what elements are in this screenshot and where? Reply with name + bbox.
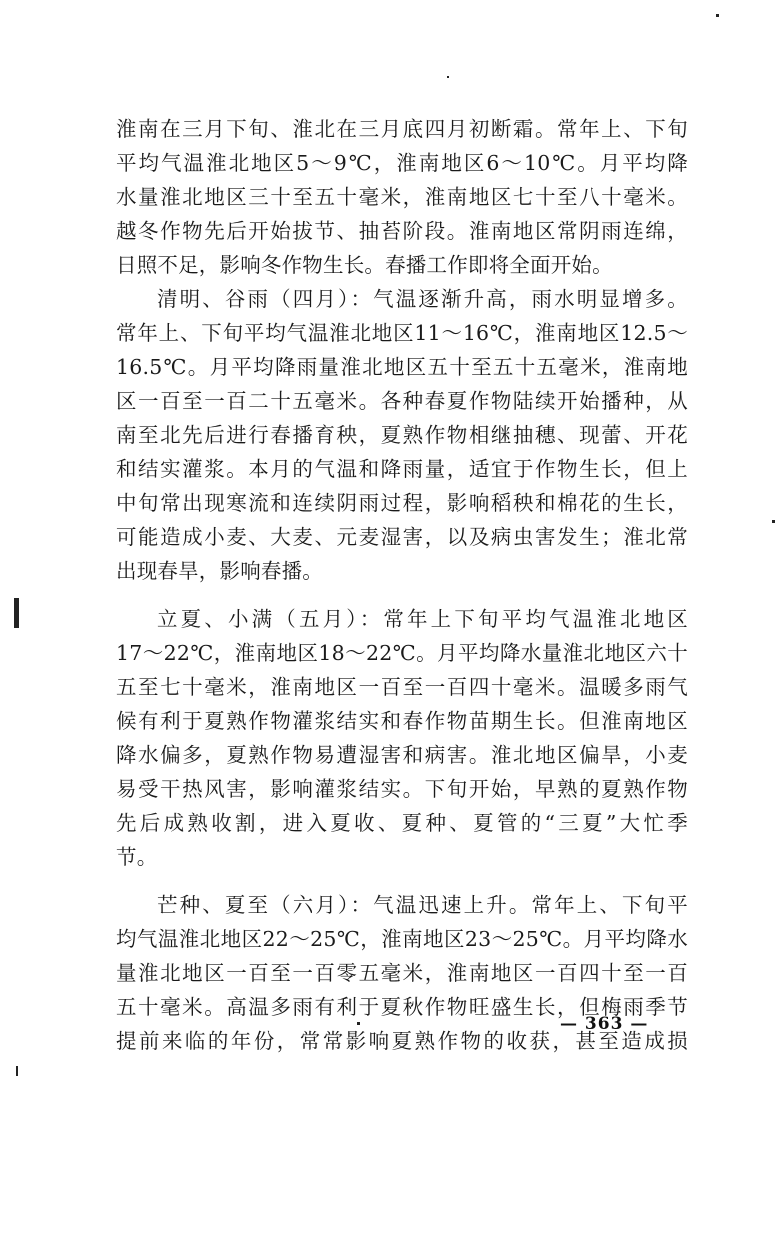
text-line: 芒种、夏至（六月）：气温迅速上升。常年上、下旬平	[157, 893, 688, 917]
paragraph-3	[116, 602, 688, 874]
scan-speck	[357, 1022, 360, 1025]
text-line: 16.5℃。月平均降雨量淮北地区五十至五十五毫米，淮南地	[116, 355, 688, 379]
text-line: 可能造成小麦、大麦、元麦湿害，以及病虫害发生；淮北常	[116, 525, 688, 549]
paragraph-2	[116, 282, 688, 588]
scan-mark	[14, 598, 19, 628]
scan-speck	[772, 520, 775, 523]
text-line: 和结实灌浆。本月的气温和降雨量，适宜于作物生长，但上	[116, 457, 688, 481]
text-line: 候有利于夏熟作物灌浆结实和春作物苗期生长。但淮南地区	[116, 709, 688, 733]
text-line: 日照不足，影响冬作物生长。春播工作即将全面开始。	[116, 253, 613, 277]
text-line: 水量淮北地区三十至五十毫米，淮南地区七十至八十毫米。	[116, 185, 688, 209]
scan-speck	[16, 1066, 18, 1076]
page-number: — 363 —	[560, 1014, 649, 1034]
text-line: 五十毫米。高温多雨有利于夏秋作物旺盛生长，但梅雨季节	[116, 995, 688, 1019]
text-line: 常年上、下旬平均气温淮北地区11～16℃，淮南地区12.5～	[116, 321, 688, 345]
scan-speck	[447, 76, 449, 78]
text-line: 清明、谷雨（四月）：气温逐渐升高，雨水明显增多。	[157, 287, 688, 311]
text-line: 降水偏多，夏熟作物易遭湿害和病害。淮北地区偏旱，小麦	[116, 743, 688, 767]
text-line: 均气温淮北地区22～25℃，淮南地区23～25℃。月平均降水	[116, 927, 688, 951]
text-line: 提前来临的年份，常常影响夏熟作物的收获，甚至造成损	[116, 1029, 688, 1053]
text-line: 立夏、小满（五月）：常年上下旬平均气温淮北地区	[157, 607, 688, 631]
text-line: 南至北先后进行春播育秧，夏熟作物相继抽穗、现蕾、开花	[116, 423, 688, 447]
page-body	[116, 112, 688, 1058]
text-line: 淮南在三月下旬、淮北在三月底四月初断霜。常年上、下旬	[116, 117, 688, 141]
text-line: 中旬常出现寒流和连续阴雨过程，影响稻秧和棉花的生长，	[116, 491, 688, 515]
text-line: 五至七十毫米，淮南地区一百至一百四十毫米。温暖多雨气	[116, 675, 688, 699]
text-line: 节。	[116, 845, 158, 869]
text-line: 出现春旱，影响春播。	[116, 559, 323, 583]
text-line: 区一百至一百二十五毫米。各种春夏作物陆续开始播种，从	[116, 389, 688, 413]
text-line: 易受干热风害，影响灌浆结实。下旬开始，早熟的夏熟作物	[116, 777, 688, 801]
text-line: 量淮北地区一百至一百零五毫米，淮南地区一百四十至一百	[116, 961, 688, 985]
scan-speck	[716, 14, 719, 17]
text-line: 平均气温淮北地区5～9℃，淮南地区6～10℃。月平均降	[116, 151, 688, 175]
paragraph-1	[116, 112, 688, 282]
text-line: 先后成熟收割，进入夏收、夏种、夏管的“三夏”大忙季	[116, 811, 688, 835]
text-line: 越冬作物先后开始拔节、抽苔阶段。淮南地区常阴雨连绵，	[116, 219, 688, 243]
text-line: 17～22℃，淮南地区18～22℃。月平均降水量淮北地区六十	[116, 641, 688, 665]
